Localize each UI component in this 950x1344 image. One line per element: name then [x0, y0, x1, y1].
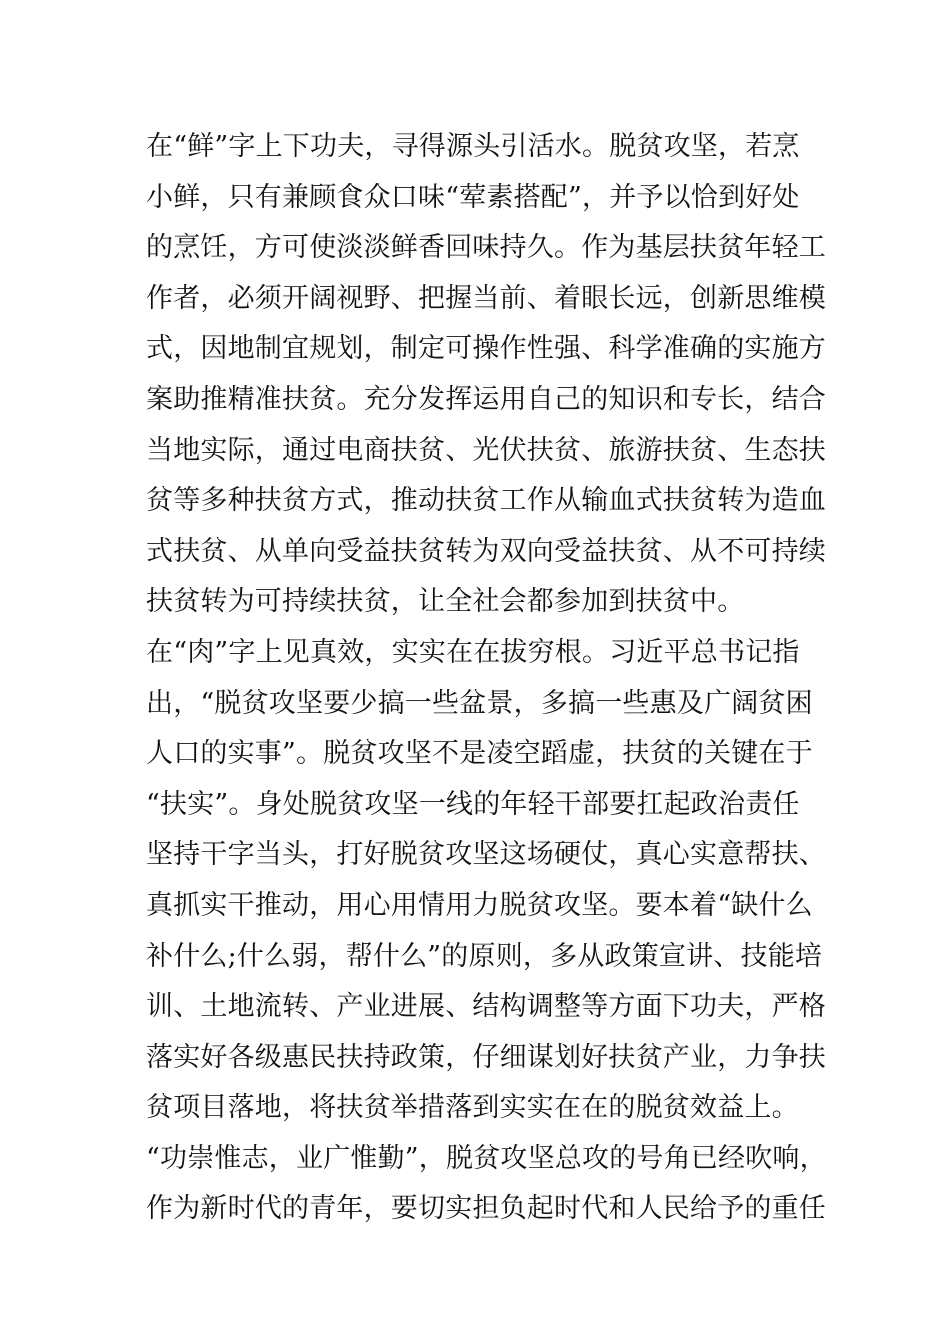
text-line: 式扶贫、从单向受益扶贫转为双向受益扶贫、从不可持续: [146, 535, 826, 567]
text-line: 人口的实事”。脱贫攻坚不是凌空蹈虚，扶贫的关键在于: [146, 738, 813, 770]
text-line: 式，因地制宜规划，制定可操作性强、科学准确的实施方: [146, 333, 826, 365]
text-line: 真抓实干推动，用心用情用力脱贫攻坚。要本着“缺什么: [146, 889, 813, 921]
text-line: 扶贫转为可持续扶贫，让全社会都参加到扶贫中。: [146, 586, 745, 618]
text-line: 贫项目落地，将扶贫举措落到实实在在的脱贫效益上。: [146, 1092, 799, 1124]
text-line: 出，“脱贫攻坚要少搞一些盆景，多搞一些惠及广阔贫困: [146, 687, 813, 719]
text-line: 的烹饪，方可使淡淡鲜香回味持久。作为基层扶贫年轻工: [146, 232, 826, 264]
text-line: 作者，必须开阔视野、把握当前、着眼长远，创新思维模: [146, 282, 826, 314]
text-line: 案助推精准扶贫。充分发挥运用自己的知识和专长，结合: [146, 383, 826, 415]
text-line: 在“肉”字上见真效，实实在在拔穷根。习近平总书记指: [146, 636, 800, 668]
document-body: [146, 122, 826, 1235]
text-line: 落实好各级惠民扶持政策，仔细谋划好扶贫产业，力争扶: [146, 1041, 826, 1073]
text-line: 当地实际，通过电商扶贫、光伏扶贫、旅游扶贫、生态扶: [146, 434, 826, 466]
text-line: 作为新时代的青年，要切实担负起时代和人民给予的重任: [146, 1193, 826, 1225]
text-line: 在“鲜”字上下功夫，寻得源头引活水。脱贫攻坚，若烹: [146, 131, 800, 162]
text-line: “功崇惟志，业广惟勤”，脱贫攻坚总攻的号角已经吹响，: [146, 1142, 827, 1174]
text-line: 坚持干字当头，打好脱贫攻坚这场硬仗，真心实意帮扶、: [146, 839, 826, 871]
text-line: 训、土地流转、产业进展、结构调整等方面下功夫，严格: [146, 991, 826, 1023]
text-line: 补什么;什么弱，帮什么”的原则，多从政策宣讲、技能培: [146, 940, 823, 972]
text-line: 贫等多种扶贫方式，推动扶贫工作从输血式扶贫转为造血: [146, 485, 826, 517]
text-line: 小鲜，只有兼顾食众口味“荤素搭配”，并予以恰到好处: [146, 181, 800, 213]
text-line: “扶实”。身处脱贫攻坚一线的年轻干部要扛起政治责任: [146, 788, 800, 820]
